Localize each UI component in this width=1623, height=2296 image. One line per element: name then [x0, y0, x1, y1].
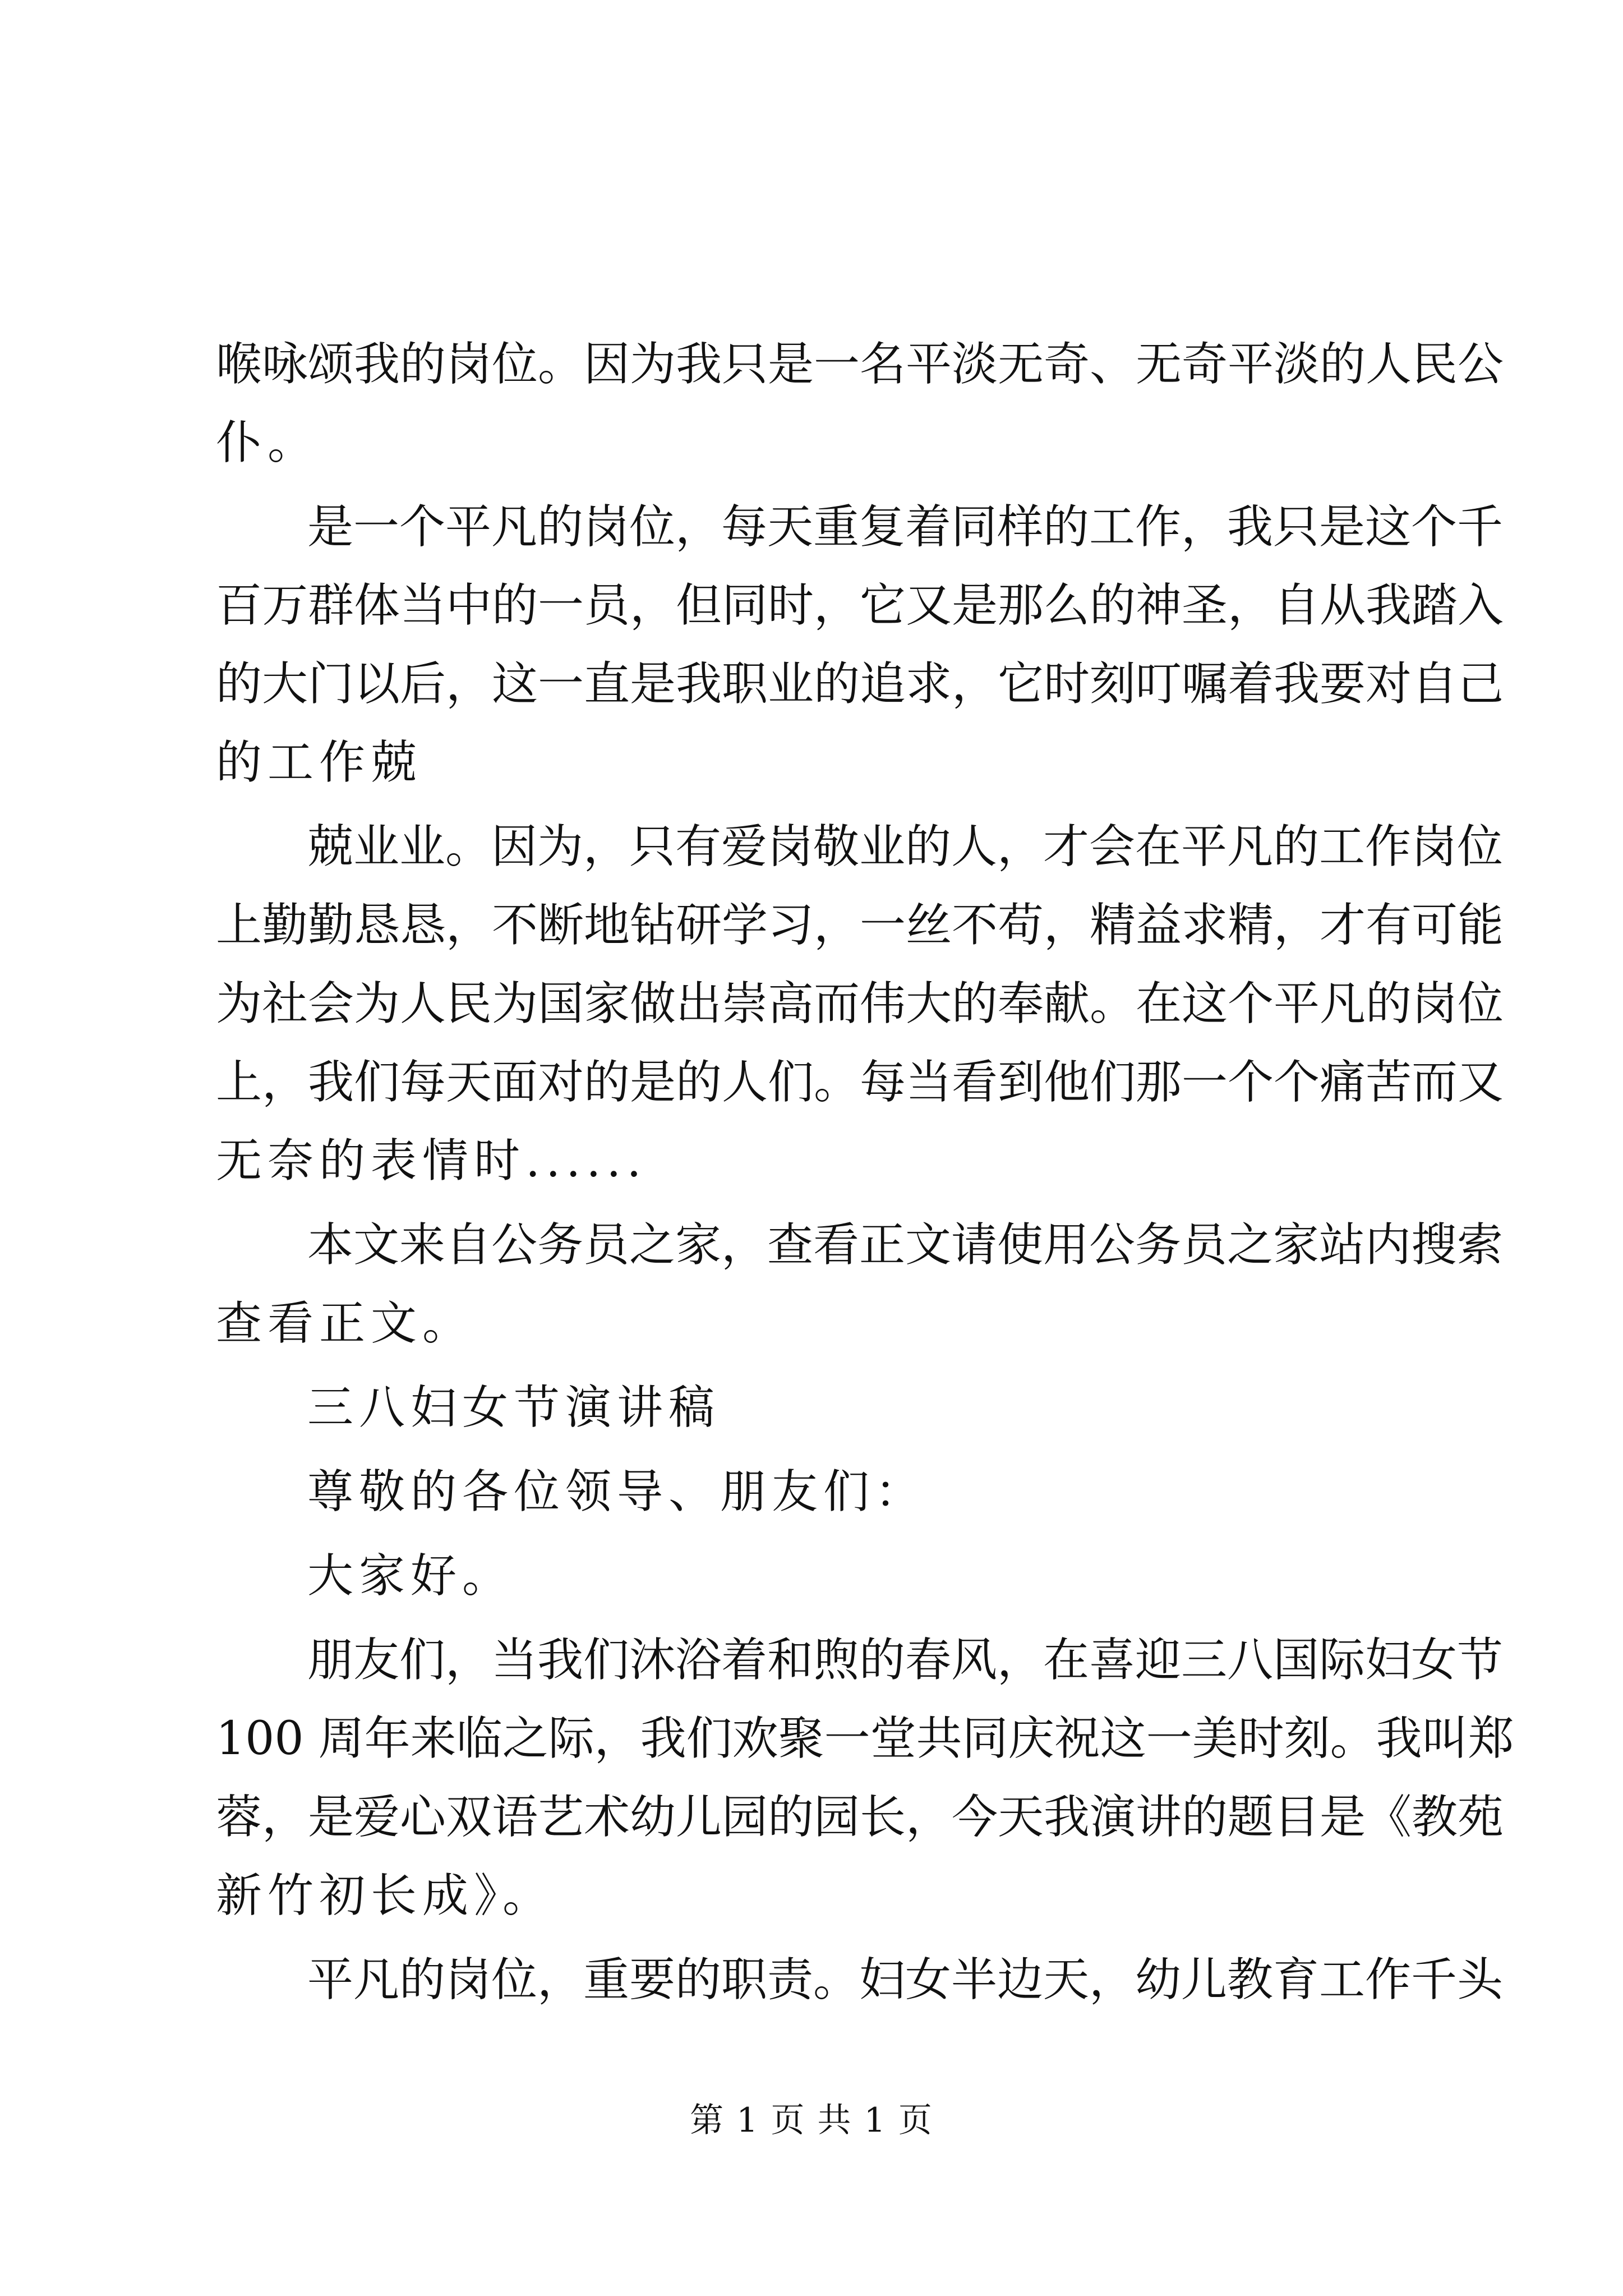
text-line-7: 兢业业。因为，只有爱岗敬业的人，才会在平凡的工作岗位 — [307, 820, 1504, 873]
text-line-6: 的工作兢 — [216, 736, 423, 789]
text-line-17: 朋友们，当我们沐浴着和煦的春风，在喜迎三八国际妇女节 — [307, 1634, 1504, 1687]
text-line-11: 无奈的表情时...... — [216, 1134, 647, 1188]
text-line-19: 蓉，是爱心双语艺术幼儿园的园长，今天我演讲的题目是《教苑 — [216, 1791, 1504, 1844]
text-line-1: 喉咏颂我的岗位。因为我只是一名平淡无奇、无奇平淡的人民公 — [216, 338, 1504, 391]
page-footer: 第 1 页 共 1 页 — [690, 2101, 933, 2140]
text-line-5: 的大门以后，这一直是我职业的追求，它时刻叮嘱着我要对自己 — [216, 657, 1504, 711]
text-line-2: 仆。 — [216, 416, 320, 470]
text-line-13: 查看正文。 — [216, 1297, 474, 1350]
text-line-8: 上勤勤恳恳，不断地钻研学习，一丝不苟，精益求精，才有可能 — [216, 899, 1504, 952]
text-line-18: 100 周年来临之际，我们欢聚一堂共同庆祝这一美时刻。我叫郑 — [216, 1712, 1514, 1765]
text-line-20: 新竹初长成》。 — [216, 1869, 555, 1922]
text-line-10: 上，我们每天面对的是的人们。每当看到他们那一个个痛苦而又 — [216, 1056, 1504, 1109]
text-line-21: 平凡的岗位，重要的职责。妇女半边天，幼儿教育工作千头 — [307, 1953, 1504, 2007]
text-line-4: 百万群体当中的一员，但同时，它又是那么的神圣，自从我踏入 — [216, 579, 1504, 632]
text-line-3: 是一个平凡的岗位，每天重复着同样的工作，我只是这个千 — [307, 500, 1504, 554]
text-line-14: 三八妇女节演讲稿 — [307, 1381, 721, 1434]
text-line-16: 大家好。 — [307, 1549, 514, 1603]
text-line-15: 尊敬的各位领导、朋友们： — [307, 1465, 927, 1519]
text-line-12: 本文来自公务员之家，查看正文请使用公务员之家站内搜索 — [307, 1218, 1504, 1272]
text-line-9: 为社会为人民为国家做出崇高而伟大的奉献。在这个平凡的岗位 — [216, 977, 1504, 1030]
